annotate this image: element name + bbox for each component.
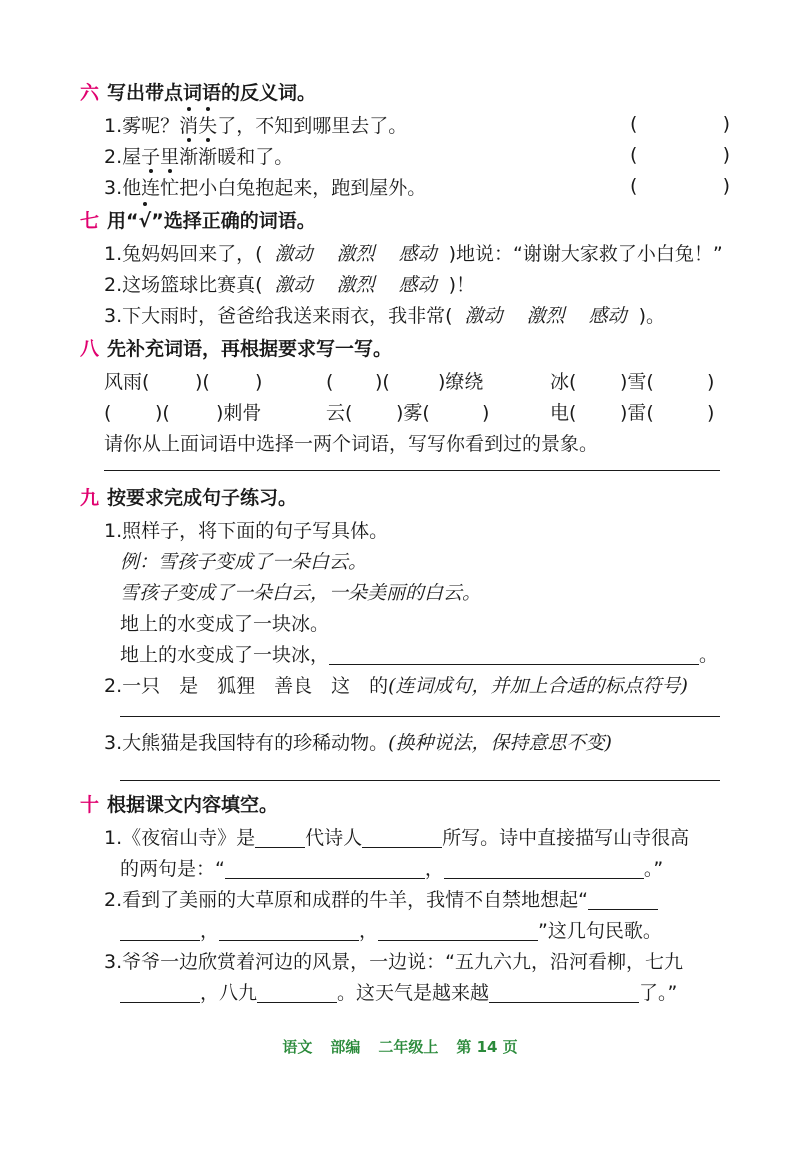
s7-item-3-option-1[interactable]: 激动 (464, 305, 503, 327)
section-8-number: 八 (80, 338, 100, 360)
s10-q1-line2 (120, 856, 800, 882)
s10-q1-text-b: 代诗人 (305, 827, 363, 849)
s9-example-answer: 雪孩子变成了一朵白云，一朵美丽的白云。 (120, 582, 482, 604)
s10-q2-blank-4[interactable] (378, 920, 538, 941)
section-10-title: 根据课文内容填空。 (107, 794, 279, 816)
s6-item-2-index: 2. (104, 146, 123, 168)
section-6-title: 写出带点词语的反义词。 (107, 82, 317, 104)
paren-close: ) (722, 175, 730, 197)
s8-r2-c4[interactable]: 云( (326, 402, 353, 424)
s9-q2 (104, 673, 800, 699)
section-7-title-pre: 用“ (107, 210, 139, 232)
s6-item-1-dotted-1: 消 (179, 115, 199, 137)
section-7-heading (80, 208, 800, 234)
s9-q3-answer-line[interactable] (120, 780, 720, 781)
s9-q2-answer-line[interactable] (120, 716, 720, 717)
s10-q2-line1 (104, 887, 800, 913)
s9-q1-end: 。 (699, 644, 719, 666)
s8-r1-c2[interactable]: )( (195, 371, 210, 393)
s6-item-1-pre: 雾呢？ (122, 115, 180, 137)
s8-prompt: 请你从上面词语中选择一两个词语，写写你看到过的景象。 (104, 433, 599, 455)
s8-r1-c3[interactable]: ) (255, 371, 263, 393)
s10-q2-blank-2[interactable] (120, 920, 200, 941)
page-footer (0, 1036, 800, 1057)
s9-q2-note: (连词成句，并加上合适的标点符号) (388, 675, 688, 697)
s7-item-1-option-1[interactable]: 激动 (274, 243, 313, 265)
s7-item-3-pre: 3.下大雨时，爸爸给我送来雨衣，我非常( (104, 305, 453, 327)
s6-answer-paren-3[interactable] (630, 175, 730, 197)
s8-r2-c2[interactable]: )( (155, 402, 170, 424)
s8-r1-c4[interactable]: ( (326, 371, 334, 393)
s6-item-1-index: 1. (104, 115, 123, 137)
s7-item-1-pre: 1.兔妈妈回来了，( (104, 243, 263, 265)
s7-item-1-post: )地说：“谢谢大家救了小白兔！” (448, 243, 723, 265)
section-8-heading (80, 336, 800, 362)
section-6-number: 六 (80, 82, 100, 104)
s6-item-3-pre: 他 (122, 177, 142, 199)
s7-item-1-option-3[interactable]: 感动 (398, 243, 437, 265)
section-9-title: 按要求完成句子练习。 (107, 487, 298, 509)
s8-r1-c1[interactable]: 风雨( (104, 371, 150, 393)
s8-r1-c7[interactable]: 冰( (550, 371, 577, 393)
s8-r2-c3[interactable]: )刺骨 (216, 402, 262, 424)
s10-q3-blank-3[interactable] (489, 982, 639, 1003)
section-7-number: 七 (80, 210, 100, 232)
s10-q2-comma-1: ， (200, 920, 220, 942)
s9-example: 例：雪孩子变成了一朵白云。 (120, 551, 368, 573)
s8-r2-c1[interactable]: ( (104, 402, 112, 424)
paren-close: ) (722, 144, 730, 166)
section-9-heading (80, 485, 800, 511)
s6-item-1-post: 了，不知到哪里去了。 (217, 115, 408, 137)
s8-r1-c5[interactable]: )( (375, 371, 390, 393)
footer-subject: 语文 (282, 1038, 313, 1056)
s10-q1-text-a: 1.《夜宿山寺》是 (104, 827, 256, 849)
s10-q1-text-d: 的两句是：“ (120, 858, 225, 880)
s9-q1-sentence: 地上的水变成了一块冰。 (120, 613, 330, 635)
s10-q2-comma-2: ， (359, 920, 379, 942)
s9-q3-text: 3.大熊猫是我国特有的珍稀动物。 (104, 732, 389, 754)
s10-q2-text-a: 2.看到了美丽的大草原和成群的牛羊，我情不自禁地想起“ (104, 889, 588, 911)
s6-item-3-dotted-2: 忙 (160, 177, 180, 199)
s10-q3-blank-1[interactable] (120, 982, 200, 1003)
s10-q2-line2 (120, 918, 800, 944)
s7-item-3-option-2[interactable]: 激烈 (526, 305, 565, 327)
s8-r1-c9[interactable]: ) (707, 371, 715, 393)
s10-q2-blank-3[interactable] (219, 920, 359, 941)
s7-item-3-option-3[interactable]: 感动 (588, 305, 627, 327)
s9-q1-fill-text: 地上的水变成了一块冰， (120, 644, 330, 666)
s6-item-2-pre: 屋子里 (122, 146, 180, 168)
s6-item-2-dotted-2: 渐 (198, 146, 218, 168)
s6-answer-paren-2[interactable] (630, 144, 730, 166)
s7-item-1-option-2[interactable]: 激烈 (336, 243, 375, 265)
s10-q3-line2 (120, 980, 800, 1006)
section-8-title: 先补充词语，再根据要求写一写。 (107, 338, 393, 360)
s6-item-3-post: 把小白兔抱起来，跑到屋外。 (179, 177, 427, 199)
s9-q1-fill-line (120, 642, 800, 668)
s8-answer-line[interactable] (104, 470, 720, 471)
s10-q1-close: 。” (643, 858, 664, 880)
s8-r2-c6[interactable]: ) (482, 402, 490, 424)
s7-item-2-pre: 2.这场篮球比赛真( (104, 274, 263, 296)
s8-r2-c5[interactable]: )雾( (396, 402, 430, 424)
paren-open: ( (630, 175, 638, 197)
s6-item-1-dotted-2: 失 (198, 115, 218, 137)
s10-q2-blank-1[interactable] (588, 889, 658, 910)
s8-r1-c8[interactable]: )雪( (620, 371, 654, 393)
footer-page-number: 第 14 页 (456, 1038, 518, 1056)
s7-item-1 (104, 241, 800, 267)
s9-q3-note: (换种说法，保持意思不变) (388, 732, 612, 754)
s8-r2-c7[interactable]: 电( (550, 402, 577, 424)
s6-item-2-dotted-1: 渐 (179, 146, 199, 168)
s7-item-3-post: )。 (638, 305, 666, 327)
s7-item-2-post: )！ (448, 274, 476, 296)
s7-item-2-option-1[interactable]: 激动 (274, 274, 313, 296)
s10-q3-line1: 3.爷爷一边欣赏着河边的风景，一边说：“五九六九，沿河看柳，七九 (104, 951, 683, 973)
s10-q1-text-c: 所写。诗中直接描写山寺很高 (442, 827, 690, 849)
s7-item-3 (104, 303, 800, 329)
s6-answer-paren-1[interactable] (630, 113, 730, 135)
s6-item-2-post: 暖和了。 (217, 146, 294, 168)
s10-q1-blank-line2[interactable] (444, 858, 644, 879)
s9-q1: 1.照样子，将下面的句子写具体。 (104, 520, 389, 542)
footer-edition: 部编 (330, 1038, 361, 1056)
s10-q1-blank-dynasty[interactable] (255, 827, 305, 848)
paren-close: ) (722, 113, 730, 135)
s10-q1-comma: ， (424, 858, 444, 880)
s10-q3-text-a: ，八九 (200, 982, 258, 1004)
s9-q2-words: 2.一只 是 狐狸 善良 这 的 (104, 675, 389, 697)
section-6-heading (80, 80, 800, 106)
footer-grade: 二年级上 (378, 1038, 439, 1056)
s7-item-2 (104, 272, 800, 298)
s10-q1-line1 (104, 825, 800, 851)
s10-q3-text-c: 了。” (639, 982, 678, 1004)
s8-r1-c6[interactable]: )缭绕 (438, 371, 484, 393)
s10-q3-blank-2[interactable] (257, 982, 337, 1003)
s7-item-2-option-3[interactable]: 感动 (398, 274, 437, 296)
section-10-number: 十 (80, 794, 100, 816)
paren-open: ( (630, 144, 638, 166)
section-9-number: 九 (80, 487, 100, 509)
s9-q3 (104, 730, 800, 756)
s8-r2-c9[interactable]: ) (707, 402, 715, 424)
s8-r2-c8[interactable]: )雷( (620, 402, 654, 424)
s10-q3-text-b: 。这天气是越来越 (337, 982, 490, 1004)
s7-item-2-option-2[interactable]: 激烈 (336, 274, 375, 296)
s10-q2-text-b: ”这几句民歌。 (538, 920, 662, 942)
s10-q1-blank-line1[interactable] (225, 858, 425, 879)
s6-item-3-index: 3. (104, 177, 123, 199)
s10-q1-blank-poet[interactable] (362, 827, 442, 848)
s9-q1-blank[interactable] (329, 644, 699, 665)
section-10-heading (80, 792, 800, 818)
s6-item-3-dotted-1: 连 (141, 177, 161, 199)
paren-open: ( (630, 113, 638, 135)
section-7-title-post: ”选择正确的词语。 (151, 210, 316, 232)
check-mark-icon: √ (138, 210, 152, 232)
